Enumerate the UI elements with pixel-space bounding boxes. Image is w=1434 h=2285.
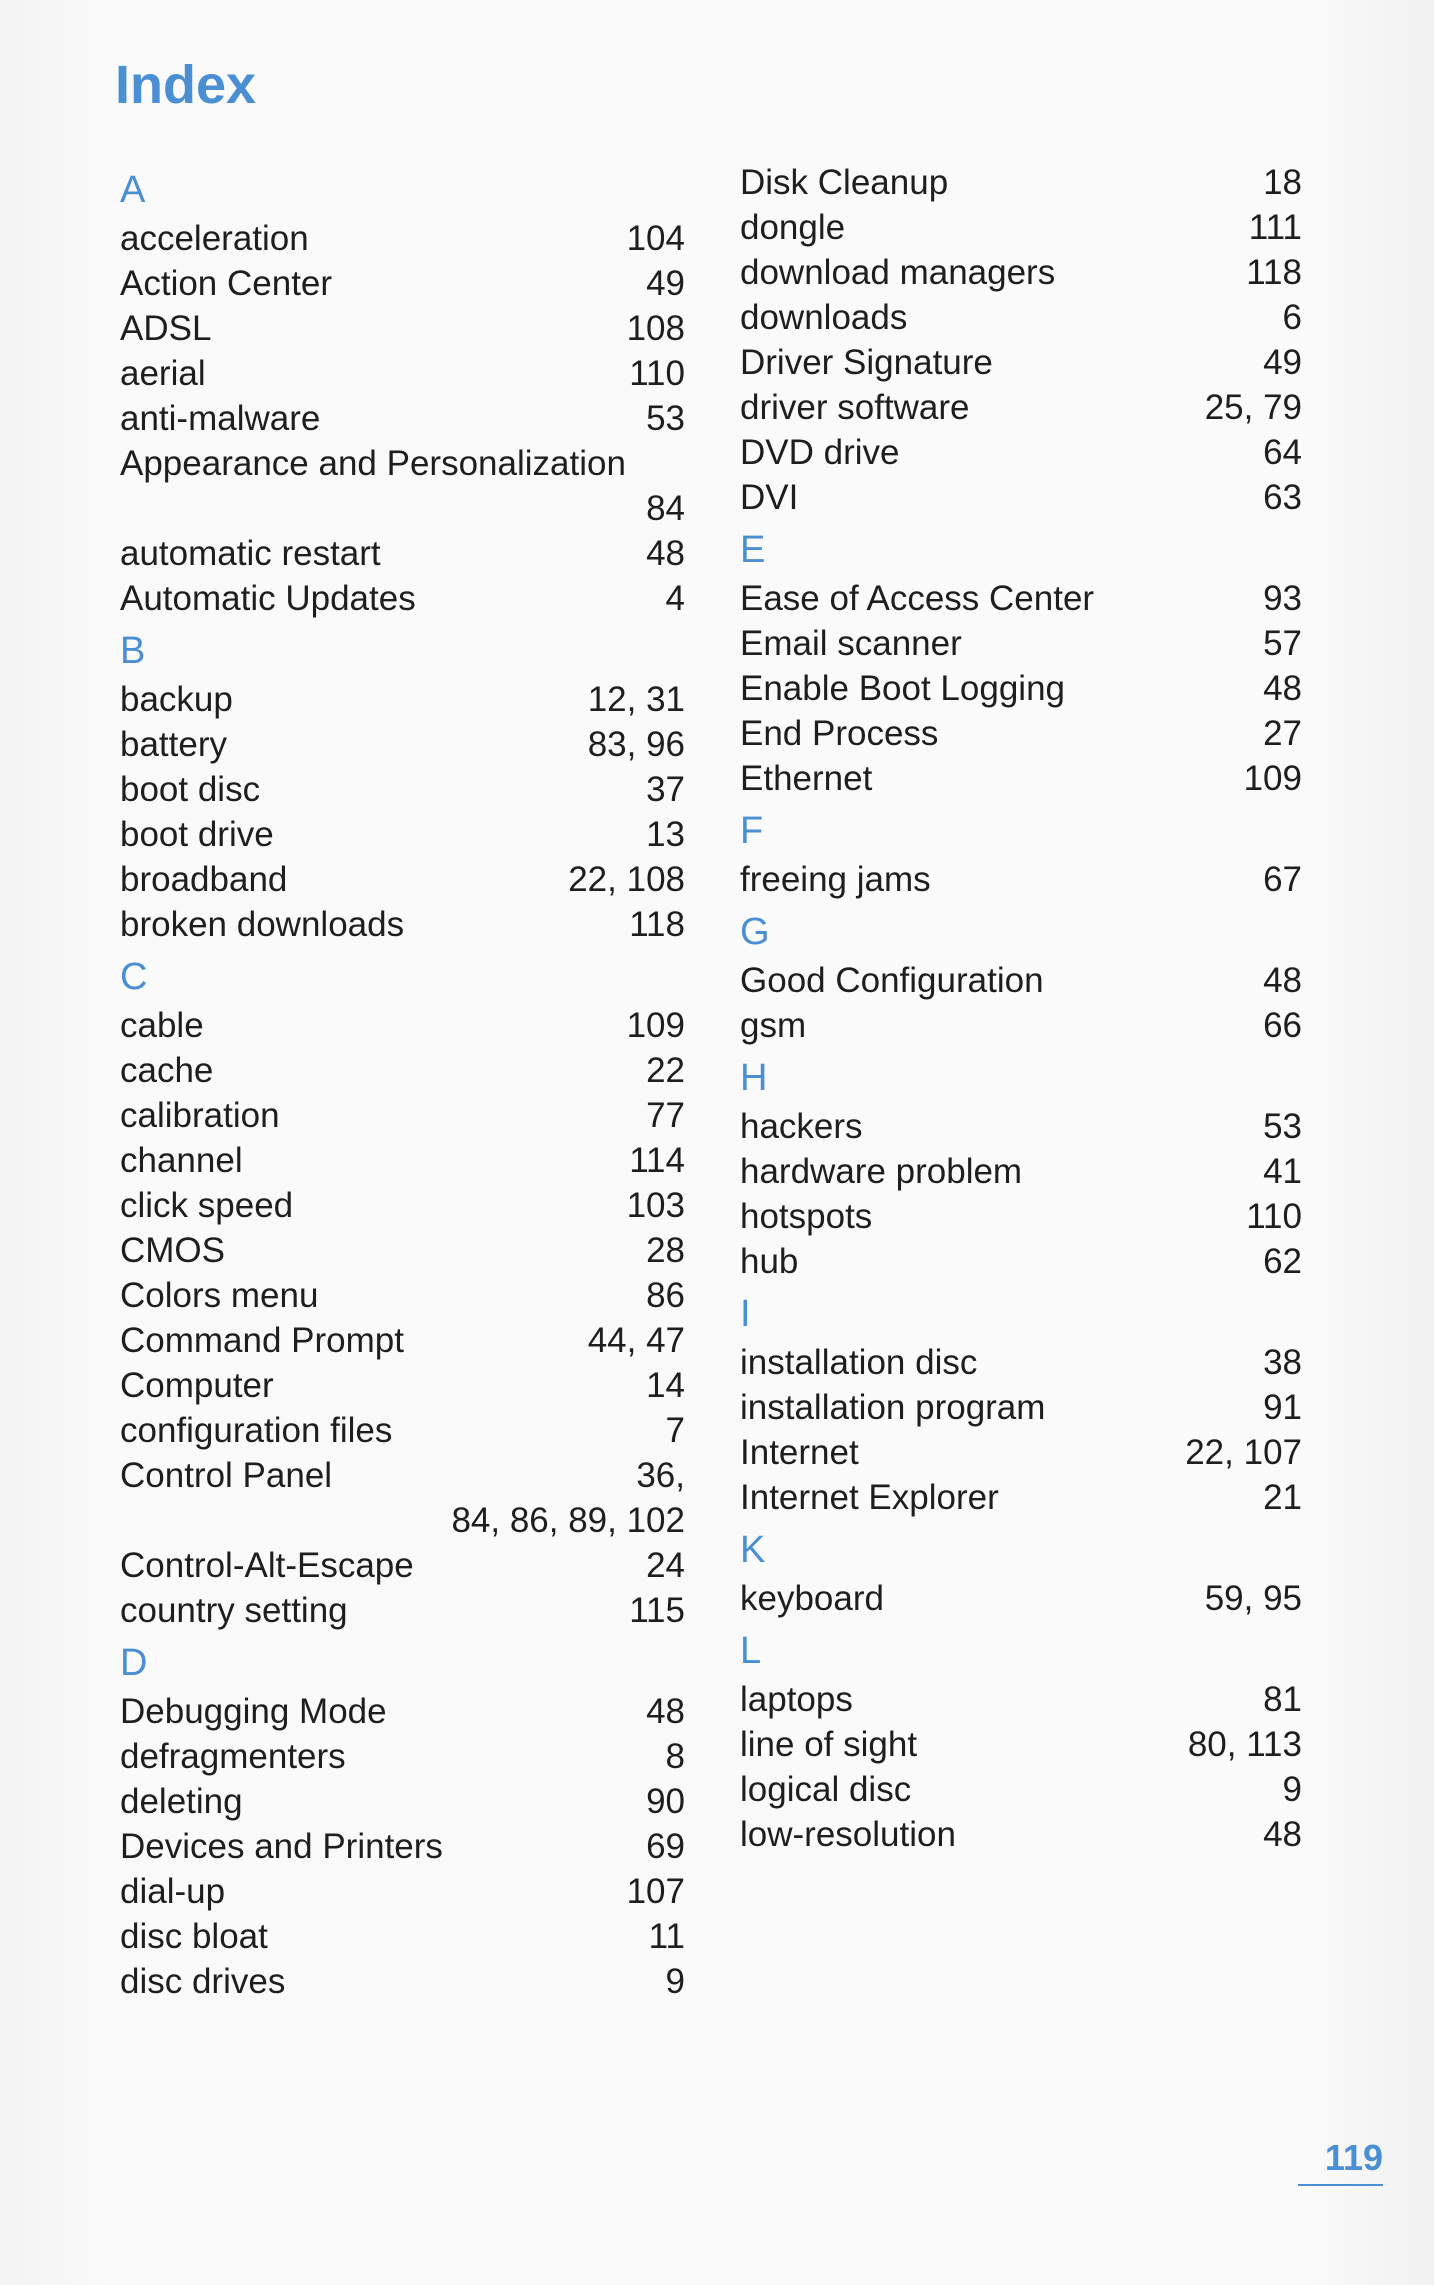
entry-pages: 114 [629, 1141, 685, 1180]
entry-term: Colors menu [120, 1276, 319, 1315]
section-letter-h: H [740, 1057, 768, 1099]
index-entry-command-prompt [120, 1318, 685, 1363]
section-letter-a: A [120, 169, 146, 211]
section-letter-d: D [120, 1642, 148, 1684]
index-entry-acceleration [120, 216, 685, 261]
entry-pages: 83, 96 [587, 725, 685, 764]
entry-pages: 111 [1248, 208, 1302, 247]
entry-term: Ease of Access Center [740, 579, 1095, 618]
entry-term: freeing jams [740, 860, 931, 899]
entry-term: Command Prompt [120, 1321, 404, 1360]
entry-term: Driver Signature [740, 343, 993, 382]
index-entry-computer [120, 1363, 685, 1408]
entry-pages: 22 [646, 1051, 685, 1090]
section-letter-k: K [740, 1529, 766, 1571]
entry-pages: 118 [1246, 253, 1302, 292]
index-entry-downloads [740, 295, 1302, 340]
index-entry-enable-boot-logging [740, 666, 1302, 711]
index-entry-driver-signature [740, 340, 1302, 385]
entry-pages: 86 [646, 1276, 685, 1315]
index-entry-ease-of-access-center [740, 576, 1302, 621]
section-letter-i: I [740, 1293, 751, 1335]
index-entry-deleting [120, 1779, 685, 1824]
index-entry-adsl [120, 306, 685, 351]
entry-term: disc drives [120, 1962, 286, 2001]
index-entry-cmos [120, 1228, 685, 1273]
index-entry-boot-disc [120, 767, 685, 812]
entry-term: line of sight [740, 1725, 918, 1764]
entry-term: Control Panel [120, 1456, 333, 1495]
index-entry-gsm [740, 1003, 1302, 1048]
index-entry-laptops [740, 1677, 1302, 1722]
index-entry-anti-malware [120, 396, 685, 441]
entry-pages: 44, 47 [587, 1321, 685, 1360]
index-entry-driver-software [740, 385, 1302, 430]
entry-pages: 53 [1263, 1107, 1302, 1146]
entry-pages: 38 [1263, 1343, 1302, 1382]
entry-pages: 8 [665, 1737, 685, 1776]
entry-term: automatic restart [120, 534, 381, 573]
entry-term: downloads [740, 298, 908, 337]
index-entry-hub [740, 1239, 1302, 1284]
entry-term: download managers [740, 253, 1056, 292]
entry-term: country setting [120, 1591, 348, 1630]
entry-pages: 18 [1263, 163, 1302, 202]
entry-pages: 118 [629, 905, 685, 944]
entry-term: CMOS [120, 1231, 225, 1270]
index-entry-broadband [120, 857, 685, 902]
entry-pages: 11 [648, 1917, 685, 1956]
entry-pages: 109 [626, 1006, 685, 1045]
entry-pages: 62 [1263, 1242, 1302, 1281]
index-entry-ethernet [740, 756, 1302, 801]
entry-term: DVI [740, 478, 799, 517]
entry-term: driver software [740, 388, 970, 427]
entry-term: cache [120, 1051, 214, 1090]
entry-pages: 7 [665, 1411, 685, 1450]
index-entry-cache [120, 1048, 685, 1093]
entry-term: acceleration [120, 219, 309, 258]
index-entry-email-scanner [740, 621, 1302, 666]
index-entry-low-resolution [740, 1812, 1302, 1857]
entry-pages: 69 [646, 1827, 685, 1866]
index-entry-disk-cleanup [740, 160, 1302, 205]
entry-pages: 104 [626, 219, 685, 258]
entry-pages: 48 [1263, 669, 1302, 708]
entry-term: Action Center [120, 264, 333, 303]
entry-pages: 48 [646, 534, 685, 573]
section-letter-f: F [740, 810, 764, 852]
entry-pages: 81 [1263, 1680, 1302, 1719]
index-entry-dongle [740, 205, 1302, 250]
index-entry-logical-disc [740, 1767, 1302, 1812]
index-entry-hackers [740, 1104, 1302, 1149]
entry-term: Enable Boot Logging [740, 669, 1065, 708]
index-entry-calibration [120, 1093, 685, 1138]
index-entry-internet-explorer [740, 1475, 1302, 1520]
entry-term: Control-Alt-Escape [120, 1546, 414, 1585]
entry-term: Appearance and Personalization [120, 444, 626, 483]
entry-term: Computer [120, 1366, 274, 1405]
section-letter-g: G [740, 911, 770, 953]
entry-pages: 109 [1243, 759, 1302, 798]
entry-pages: 107 [626, 1872, 685, 1911]
entry-pages: 27 [1263, 714, 1302, 753]
index-entry-disc-drives [120, 1959, 685, 2004]
index-entry-dvi [740, 475, 1302, 520]
entry-term: Internet [740, 1433, 859, 1472]
entry-term: Debugging Mode [120, 1692, 387, 1731]
index-entry-cable [120, 1003, 685, 1048]
entry-pages: 41 [1263, 1152, 1302, 1191]
entry-term: calibration [120, 1096, 280, 1135]
entry-term: installation program [740, 1388, 1046, 1427]
index-entry-hotspots [740, 1194, 1302, 1239]
entry-pages: 67 [1263, 860, 1302, 899]
index-entry-defragmenters [120, 1734, 685, 1779]
entry-pages: 22, 107 [1185, 1433, 1302, 1472]
entry-term: End Process [740, 714, 939, 753]
entry-term: aerial [120, 354, 206, 393]
entry-term: dial-up [120, 1872, 226, 1911]
index-entry-devices-and-printers [120, 1824, 685, 1869]
entry-pages: 49 [646, 264, 685, 303]
entry-pages: 48 [1263, 961, 1302, 1000]
entry-pages: 108 [626, 309, 685, 348]
entry-pages: 6 [1282, 298, 1302, 337]
index-entry-channel [120, 1138, 685, 1183]
index-entry-control-panel [120, 1453, 685, 1498]
entry-pages: 48 [1263, 1815, 1302, 1854]
entry-pages: 14 [646, 1366, 685, 1405]
entry-term: defragmenters [120, 1737, 346, 1776]
entry-term: deleting [120, 1782, 243, 1821]
entry-term: gsm [740, 1006, 807, 1045]
entry-term: Ethernet [740, 759, 873, 798]
entry-pages: 49 [1263, 343, 1302, 382]
entry-pages: 115 [629, 1591, 685, 1630]
entry-term: keyboard [740, 1579, 884, 1618]
entry-pages: 9 [665, 1962, 685, 2001]
entry-pages: 21 [1263, 1478, 1302, 1517]
entry-term: Automatic Updates [120, 579, 416, 618]
index-entry-country-setting [120, 1588, 685, 1633]
entry-pages: 59, 95 [1204, 1579, 1302, 1618]
entry-term: channel [120, 1141, 243, 1180]
entry-term: DVD drive [740, 433, 900, 472]
index-entry-automatic-restart [120, 531, 685, 576]
index-column-left [120, 160, 685, 2004]
index-entry-continuation [120, 1498, 685, 1543]
index-entry-control-alt-escape [120, 1543, 685, 1588]
entry-term: dongle [740, 208, 846, 247]
index-entry-dvd-drive [740, 430, 1302, 475]
entry-pages: 57 [1263, 624, 1302, 663]
index-entry-automatic-updates [120, 576, 685, 621]
index-title: Index [115, 55, 257, 115]
entry-pages: 36, [636, 1456, 685, 1495]
index-entry-good-configuration [740, 958, 1302, 1003]
index-entry-end-process [740, 711, 1302, 756]
entry-pages: 91 [1263, 1388, 1302, 1427]
section-letter-l: L [740, 1630, 762, 1672]
entry-term: installation disc [740, 1343, 978, 1382]
entry-pages: 110 [1246, 1197, 1302, 1236]
entry-pages: 28 [646, 1231, 685, 1270]
index-entry-debugging-mode [120, 1689, 685, 1734]
index-entry-dial-up [120, 1869, 685, 1914]
entry-term: hardware problem [740, 1152, 1023, 1191]
entry-pages: 93 [1263, 579, 1302, 618]
entry-term: backup [120, 680, 233, 719]
entry-term: hotspots [740, 1197, 873, 1236]
entry-pages: 4 [665, 579, 685, 618]
page-number: 119 [1298, 2140, 1383, 2186]
entry-term: low-resolution [740, 1815, 956, 1854]
entry-pages: 24 [646, 1546, 685, 1585]
index-entry-line-of-sight [740, 1722, 1302, 1767]
entry-pages: 48 [646, 1692, 685, 1731]
section-letter-c: C [120, 956, 148, 998]
entry-pages: 80, 113 [1187, 1725, 1302, 1764]
entry-pages-continued: 84, 86, 89, 102 [451, 1501, 685, 1540]
entry-term: hackers [740, 1107, 863, 1146]
index-entry-boot-drive [120, 812, 685, 857]
entry-term: Email scanner [740, 624, 962, 663]
entry-term: boot disc [120, 770, 261, 809]
index-entry-broken-downloads [120, 902, 685, 947]
entry-term: Internet Explorer [740, 1478, 999, 1517]
entry-term: Disk Cleanup [740, 163, 949, 202]
entry-term: click speed [120, 1186, 294, 1225]
index-entry-download-managers [740, 250, 1302, 295]
entry-term: logical disc [740, 1770, 912, 1809]
entry-term: anti-malware [120, 399, 321, 438]
entry-pages: 25, 79 [1204, 388, 1302, 427]
entry-term: disc bloat [120, 1917, 268, 1956]
entry-term: battery [120, 725, 227, 764]
entry-term: broadband [120, 860, 288, 899]
index-entry-click-speed [120, 1183, 685, 1228]
entry-pages: 12, 31 [587, 680, 685, 719]
entry-term: configuration files [120, 1411, 393, 1450]
index-entry-keyboard [740, 1576, 1302, 1621]
entry-term: Devices and Printers [120, 1827, 443, 1866]
entry-pages: 13 [646, 815, 685, 854]
entry-pages: 77 [646, 1096, 685, 1135]
index-entry-freeing-jams [740, 857, 1302, 902]
entry-term: Good Configuration [740, 961, 1044, 1000]
index-entry-installation-program [740, 1385, 1302, 1430]
index-entry-appearance-and-personalization [120, 441, 685, 531]
entry-term: broken downloads [120, 905, 405, 944]
section-letter-b: B [120, 630, 146, 672]
entry-pages: 66 [1263, 1006, 1302, 1045]
entry-pages: 90 [646, 1782, 685, 1821]
index-entry-battery [120, 722, 685, 767]
entry-term: ADSL [120, 309, 212, 348]
entry-term: boot drive [120, 815, 274, 854]
index-entry-action-center [120, 261, 685, 306]
entry-pages: 37 [646, 770, 685, 809]
index-entry-disc-bloat [120, 1914, 685, 1959]
entry-pages: 53 [646, 399, 685, 438]
index-entry-hardware-problem [740, 1149, 1302, 1194]
section-letter-e: E [740, 529, 766, 571]
index-column-right [740, 160, 1302, 1857]
index-entry-configuration-files [120, 1408, 685, 1453]
index-entry-backup [120, 677, 685, 722]
entry-pages: 64 [1263, 433, 1302, 472]
entry-pages: 9 [1282, 1770, 1302, 1809]
index-entry-internet [740, 1430, 1302, 1475]
index-entry-installation-disc [740, 1340, 1302, 1385]
entry-pages: 63 [1263, 478, 1302, 517]
entry-pages: 110 [629, 354, 685, 393]
entry-pages: 84 [646, 489, 685, 528]
entry-term: laptops [740, 1680, 853, 1719]
entry-term: hub [740, 1242, 799, 1281]
entry-pages: 22, 108 [568, 860, 685, 899]
entry-term: cable [120, 1006, 204, 1045]
index-entry-colors-menu [120, 1273, 685, 1318]
entry-pages: 103 [626, 1186, 685, 1225]
index-entry-aerial [120, 351, 685, 396]
